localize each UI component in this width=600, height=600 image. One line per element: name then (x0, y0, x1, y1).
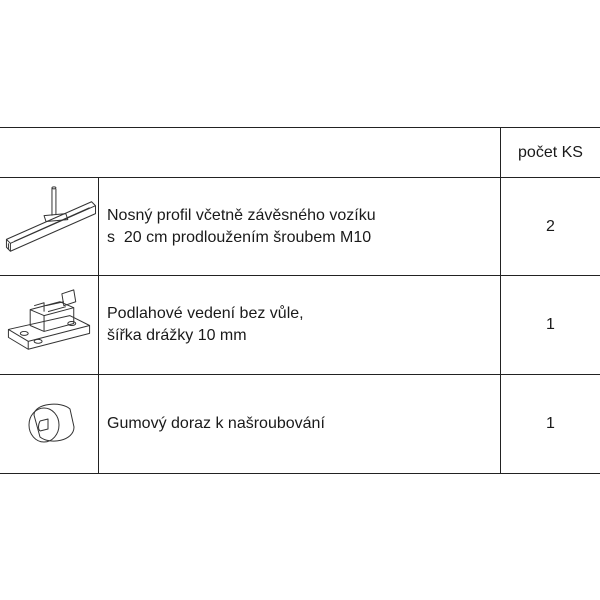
table-row (0, 375, 600, 473)
table-header-row (0, 128, 600, 178)
description-line: s 20 cm prodloužením šroubem M10 (107, 228, 372, 246)
item-quantity: 1 (546, 415, 555, 432)
description-line: Nosný profil včetně závěsného vozíku (107, 206, 376, 224)
table-row (0, 178, 600, 276)
item-description (107, 178, 497, 275)
description-line: Podlahové vedení bez vůle, (107, 305, 304, 322)
description-line: Gumový doraz k našroubování (107, 415, 325, 432)
item-quantity: 1 (546, 316, 555, 333)
item-quantity: 2 (546, 217, 555, 235)
item-image-cell (0, 178, 98, 275)
quantity-column-header: počet KS (518, 144, 583, 161)
parts-table (0, 127, 600, 474)
table-row (0, 276, 600, 375)
rubber-stop-icon (0, 375, 98, 473)
item-image-cell (0, 276, 98, 374)
carrier-profile-icon (0, 178, 98, 275)
item-description (107, 375, 497, 473)
floor-guide-icon (0, 276, 98, 374)
description-line: šířka drážky 10 mm (107, 327, 247, 344)
item-description (107, 276, 497, 374)
item-image-cell (0, 375, 98, 473)
